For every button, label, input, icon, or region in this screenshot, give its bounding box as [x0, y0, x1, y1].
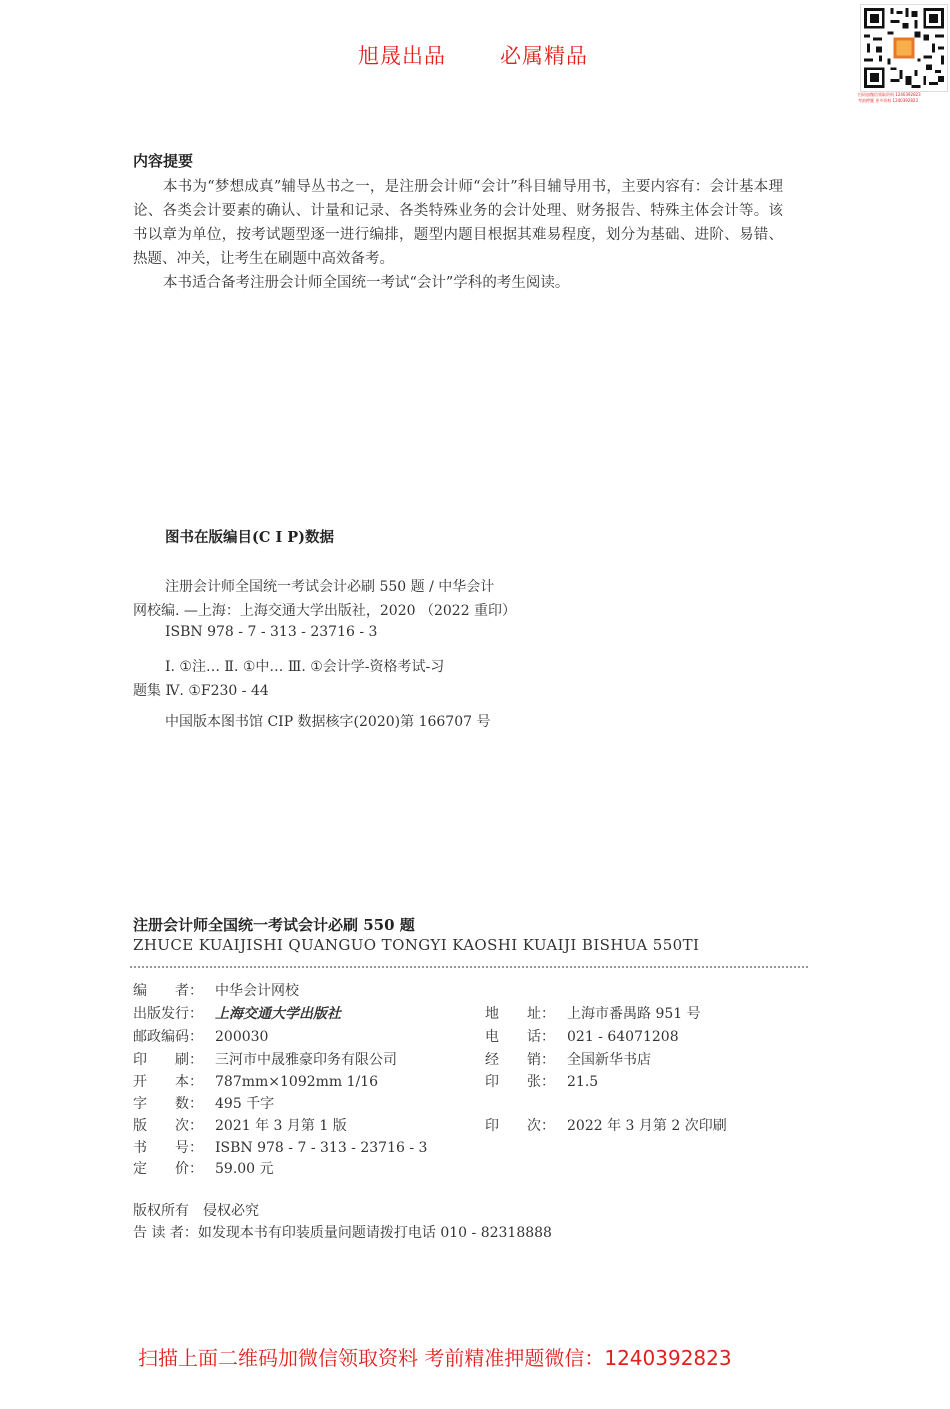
colophon-row-edition: [133, 1115, 347, 1135]
colophon-row-isbn: [133, 1137, 427, 1157]
row-value: 787mm×1092mm 1/16: [215, 1074, 379, 1090]
row-value: ISBN 978 - 7 - 313 - 23716 - 3: [215, 1140, 428, 1156]
colophon-row-editor: [133, 980, 299, 1000]
row-value: 三河市中晟雅豪印务有限公司: [215, 1052, 397, 1068]
colophon-row-wordcount: [133, 1093, 274, 1113]
qr-caption-line-1: 扫码加微信领取资料 1240392823: [858, 92, 921, 97]
cip-line-2: 网校编. —上海：上海交通大学出版社，2020 （2022 重印）: [133, 603, 517, 619]
colophon-row-postcode: [133, 1026, 268, 1046]
row-key: 版 次：: [133, 1118, 203, 1134]
colophon-row-format: [133, 1071, 378, 1091]
copyright-notice: 版权所有 侵权必究: [133, 1203, 259, 1219]
row-key: 地 址：: [485, 1006, 555, 1022]
colophon-title-cn: 注册会计师全国统一考试会计必刷 550 题: [133, 916, 415, 934]
colophon-row-publisher: [133, 1003, 341, 1023]
cip-line-6: 中国版本图书馆 CIP 数据核字(2020)第 166707 号: [165, 714, 491, 730]
row-key: 字 数：: [133, 1096, 203, 1112]
cip-line-4: Ⅰ. ①注… Ⅱ. ①中… Ⅲ. ①会计学-资格考试-习: [165, 659, 445, 675]
row-value: 2022 年 3 月第 2 次印刷: [567, 1118, 727, 1134]
qr-caption: [858, 92, 950, 104]
cip-line-1: 注册会计师全国统一考试会计必刷 550 题 / 中华会计: [165, 579, 495, 595]
row-value: 495 千字: [215, 1096, 275, 1112]
row-value: 021 - 64071208: [567, 1029, 679, 1045]
summary-paragraph-2: 本书适合备考注册会计师全国统一考试“会计”学科的考生阅读。: [163, 275, 570, 291]
row-key: 书 号：: [133, 1140, 203, 1156]
brand-right: 必属精品: [500, 44, 588, 68]
colophon-row-address: [485, 1003, 701, 1023]
colophon-title-pinyin: ZHUCE KUAIJISHI QUANGUO TONGYI KAOSHI KUAIJI BISHUA 550TI: [133, 936, 700, 954]
colophon-row-printer: [133, 1049, 397, 1069]
row-key: 开 本：: [133, 1074, 203, 1090]
row-key: 邮政编码：: [133, 1029, 203, 1045]
bottom-cta: 扫描上面二维码加微信领取资料 考前精准押题微信：1240392823: [138, 1346, 732, 1370]
row-key: 经 销：: [485, 1052, 555, 1068]
row-key: 印 刷：: [133, 1052, 203, 1068]
summary-paragraph-1: 本书为“梦想成真”辅导丛书之一，是注册会计师“会计”科目辅导用书，主要内容有：会计基本理论、各类会计要素的确认、计量和记录、各类特殊业务的会计处理、财务报告、特殊主体会计等。该书以章为单位，按考试题型逐一进行编排，题型内题目根据其难易程度，划分为基础、进阶、易错、热题、冲关，让考生在刷题中高效备考。: [133, 179, 783, 267]
notice-value: 如发现本书有印装质量问题请拨打电话 010 - 82318888: [197, 1225, 552, 1241]
row-value: 上海市番禺路 951 号: [567, 1006, 701, 1022]
cip-isbn: ISBN 978 - 7 - 313 - 23716 - 3: [165, 624, 378, 640]
colophon-divider: [130, 966, 808, 968]
publisher-logo-text: 上海交通大学出版社: [215, 1006, 341, 1022]
notice-key: 告 读 者：: [133, 1225, 198, 1241]
row-value: 2021 年 3 月第 1 版: [215, 1118, 347, 1134]
brand-left: 旭晟出品: [358, 44, 446, 68]
row-key: 编 者：: [133, 983, 203, 999]
summary-title: 内容提要: [133, 152, 194, 170]
row-value: 中华会计网校: [215, 983, 299, 999]
colophon-row-price: [133, 1158, 274, 1178]
colophon-row-phone: [485, 1026, 679, 1046]
colophon-row-distributor: [485, 1049, 651, 1069]
row-value: 200030: [215, 1029, 269, 1045]
row-value: 59.00 元: [215, 1161, 274, 1177]
row-key: 定 价：: [133, 1161, 203, 1177]
row-key: 电 话：: [485, 1029, 555, 1045]
row-key: 出版发行：: [133, 1006, 203, 1022]
reader-notice: [133, 1222, 552, 1242]
cip-line-5: 题集 Ⅳ. ①F230 - 44: [133, 683, 269, 699]
qr-code-icon[interactable]: [860, 4, 948, 92]
row-key: 印 次：: [485, 1118, 555, 1134]
colophon-row-sheets: [485, 1071, 598, 1091]
row-value: 21.5: [567, 1074, 599, 1090]
qr-caption-line-2: 考前押题 更多资料 1240392823: [858, 98, 918, 103]
colophon-row-printing: [485, 1115, 727, 1135]
row-value: 全国新华书店: [567, 1052, 651, 1068]
cip-title: 图书在版编目(C I P)数据: [165, 529, 335, 546]
row-key: 印 张：: [485, 1074, 555, 1090]
